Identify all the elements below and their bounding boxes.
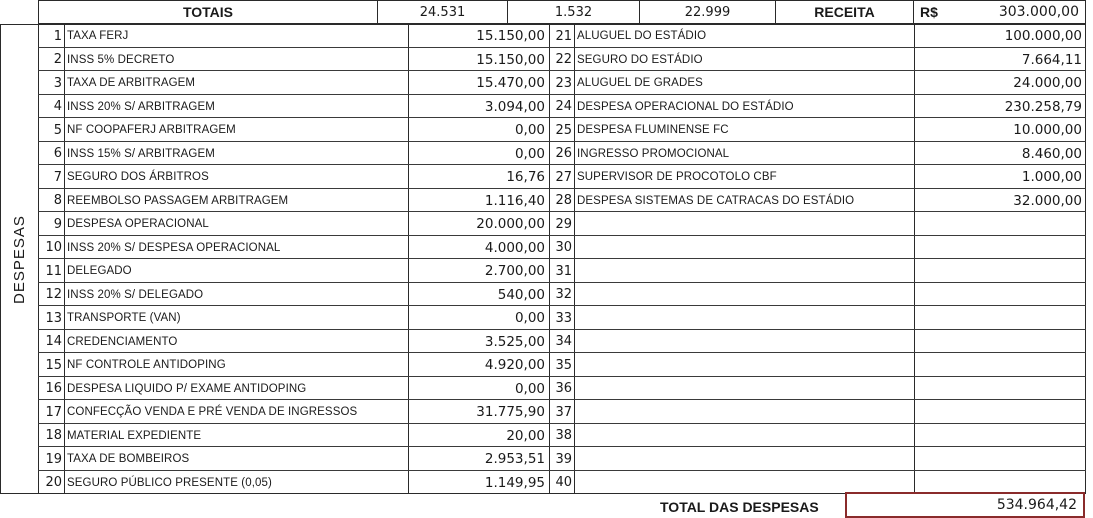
row-label — [574, 424, 914, 448]
currency-symbol: R$ — [920, 4, 938, 20]
row-number: 20 — [45, 475, 62, 490]
table-row — [38, 165, 549, 189]
row-amount: 230.258,79 — [1004, 98, 1082, 115]
table-row — [38, 259, 549, 283]
row-label: MATERIAL EXPEDIENTE — [67, 429, 202, 442]
row-number: 19 — [45, 451, 62, 467]
table-row — [549, 48, 1086, 72]
row-label: ALUGUEL DE GRADES — [577, 77, 703, 89]
row-label: SEGURO DO ESTÁDIO — [577, 53, 703, 66]
table-row — [549, 95, 1086, 119]
row-amount: 0,00 — [514, 122, 545, 138]
row-label: INSS 20% S/ ARBITRAGEM — [67, 100, 215, 113]
table-row — [38, 400, 549, 424]
row-label: INSS 20% S/ DESPESA OPERACIONAL — [67, 241, 281, 254]
row-label: CONFECÇÃO VENDA E PRÉ VENDA DE INGRESSOS — [67, 406, 358, 418]
row-label: DESPESA LIQUIDO P/ EXAME ANTIDOPING — [67, 382, 307, 395]
row-amount: 20,00 — [506, 427, 545, 444]
row-label — [574, 471, 914, 495]
row-label — [574, 353, 914, 377]
table-row — [549, 165, 1086, 189]
table-row — [549, 353, 1086, 377]
row-number: 15 — [45, 357, 62, 373]
row-amount: 4.920,00 — [484, 357, 545, 373]
row-label: DESPESA SISTEMAS DE CATRACAS DO ESTÁDIO — [577, 194, 855, 207]
row-label: INSS 5% DECRETO — [67, 53, 175, 66]
row-amount — [914, 212, 1086, 236]
row-amount: 3.525,00 — [484, 333, 545, 350]
total-label: TOTAL DAS DESPESAS — [660, 499, 819, 515]
row-number: 18 — [45, 428, 62, 443]
table-row — [38, 118, 549, 142]
table-row — [38, 189, 549, 213]
row-number: 37 — [555, 404, 572, 420]
row-number: 22 — [555, 52, 572, 67]
row-number: 4 — [53, 99, 62, 114]
table-row — [38, 95, 549, 119]
receita-value: 303.000,00 — [998, 4, 1079, 20]
totals-value-3: 22.999 — [640, 0, 776, 24]
row-amount: 4.000,00 — [484, 239, 545, 256]
table-row — [38, 142, 549, 166]
row-label: INSS 20% S/ DELEGADO — [67, 288, 204, 301]
table-row — [38, 212, 549, 236]
row-number: 7 — [53, 169, 62, 185]
table-row — [549, 377, 1086, 401]
table-row — [549, 447, 1086, 471]
table-row — [549, 212, 1086, 236]
totals-value-1: 24.531 — [378, 0, 508, 24]
row-label: TRANSPORTE (VAN) — [67, 312, 181, 324]
row-number: 25 — [555, 122, 572, 138]
row-number: 27 — [555, 169, 572, 185]
table-row — [549, 24, 1086, 48]
row-amount — [914, 259, 1086, 283]
row-label — [574, 400, 914, 424]
row-label — [574, 377, 914, 401]
table-row — [38, 353, 549, 377]
row-number: 34 — [555, 334, 572, 349]
row-amount: 8.460,00 — [1021, 145, 1082, 162]
row-number: 32 — [555, 287, 572, 302]
row-label: SEGURO PÚBLICO PRESENTE (0,05) — [67, 476, 272, 489]
row-label: INSS 15% S/ ARBITRAGEM — [67, 147, 215, 160]
row-amount: 0,00 — [514, 310, 545, 326]
table-row — [549, 400, 1086, 424]
row-amount — [914, 330, 1086, 354]
row-number: 29 — [555, 216, 572, 232]
table-row — [549, 71, 1086, 95]
row-amount — [914, 377, 1086, 401]
row-amount: 2.953,51 — [484, 451, 545, 467]
table-row — [38, 424, 549, 448]
totals-title-cell: TOTAIS — [38, 0, 378, 24]
row-amount: 540,00 — [497, 286, 545, 303]
row-amount — [914, 400, 1086, 424]
table-row — [549, 283, 1086, 307]
table-row — [38, 236, 549, 260]
row-number: 39 — [555, 451, 572, 467]
table-row — [549, 330, 1086, 354]
row-number: 3 — [53, 75, 62, 91]
row-label — [574, 306, 914, 330]
despesas-text: DESPESAS — [10, 214, 28, 304]
row-label: NF COOPAFERJ ARBITRAGEM — [67, 124, 236, 136]
row-amount: 24.000,00 — [1013, 75, 1082, 91]
total-value: 534.964,42 — [996, 497, 1077, 513]
despesas-side-label — [0, 24, 38, 494]
row-amount: 10.000,00 — [1013, 122, 1082, 138]
row-label: TAXA DE ARBITRAGEM — [67, 77, 196, 89]
row-label — [574, 447, 914, 471]
table-row — [38, 48, 549, 72]
row-amount — [914, 424, 1086, 448]
row-number: 17 — [45, 404, 62, 420]
row-amount: 32.000,00 — [1013, 192, 1082, 209]
row-label: INGRESSO PROMOCIONAL — [577, 147, 730, 160]
table-row — [38, 24, 549, 48]
row-label: DESPESA OPERACIONAL — [67, 218, 209, 230]
row-amount: 7.664,11 — [1021, 51, 1082, 68]
row-amount: 0,00 — [514, 145, 545, 162]
row-amount: 16,76 — [506, 169, 545, 185]
row-amount: 15.470,00 — [476, 75, 545, 91]
row-number: 35 — [555, 357, 572, 373]
row-amount — [914, 236, 1086, 260]
row-amount: 100.000,00 — [1004, 28, 1082, 44]
row-amount: 20.000,00 — [476, 216, 545, 232]
totals-value-2: 1.532 — [508, 0, 640, 24]
row-number: 5 — [53, 122, 62, 138]
table-row — [38, 71, 549, 95]
row-amount — [914, 306, 1086, 330]
row-amount — [914, 471, 1086, 495]
row-number: 30 — [555, 240, 572, 255]
row-number: 31 — [555, 263, 572, 279]
row-amount: 3.094,00 — [484, 98, 545, 115]
row-amount — [914, 283, 1086, 307]
row-label: SUPERVISOR DE PROCOTOLO CBF — [577, 171, 777, 183]
row-number: 12 — [45, 287, 62, 302]
row-label — [574, 236, 914, 260]
row-amount: 1.149,95 — [484, 474, 545, 491]
table-row — [549, 306, 1086, 330]
table-row — [38, 306, 549, 330]
row-number: 6 — [53, 146, 62, 161]
table-row — [549, 142, 1086, 166]
table-row — [549, 236, 1086, 260]
row-label: ALUGUEL DO ESTÁDIO — [577, 30, 707, 42]
table-row — [38, 377, 549, 401]
table-row — [549, 259, 1086, 283]
row-label — [574, 212, 914, 236]
table-row — [38, 471, 549, 495]
row-amount — [914, 353, 1086, 377]
table-row — [549, 471, 1086, 495]
row-number: 10 — [45, 240, 62, 255]
row-label — [574, 283, 914, 307]
row-label — [574, 259, 914, 283]
row-number: 11 — [45, 263, 62, 279]
row-number: 40 — [555, 475, 572, 490]
row-number: 9 — [53, 216, 62, 232]
row-label: REEMBOLSO PASSAGEM ARBITRAGEM — [67, 194, 289, 207]
row-amount: 0,00 — [514, 380, 545, 397]
table-row — [549, 424, 1086, 448]
row-label: DESPESA OPERACIONAL DO ESTÁDIO — [577, 100, 794, 113]
row-number: 2 — [53, 52, 62, 67]
row-label: DELEGADO — [67, 265, 132, 277]
row-label: DESPESA FLUMINENSE FC — [577, 124, 729, 136]
row-number: 14 — [45, 334, 62, 349]
row-label: CREDENCIAMENTO — [67, 335, 178, 348]
row-number: 21 — [555, 28, 572, 44]
table-row — [38, 283, 549, 307]
table-row — [38, 447, 549, 471]
row-amount: 1.000,00 — [1021, 169, 1082, 185]
row-label — [574, 330, 914, 354]
row-number: 13 — [45, 310, 62, 326]
row-number: 36 — [555, 381, 572, 396]
row-label: NF CONTROLE ANTIDOPING — [67, 359, 226, 371]
row-number: 16 — [45, 381, 62, 396]
row-number: 8 — [53, 193, 62, 208]
row-amount: 15.150,00 — [476, 51, 545, 68]
row-label: SEGURO DOS ÁRBITROS — [67, 171, 209, 183]
row-number: 38 — [555, 428, 572, 443]
row-number: 33 — [555, 310, 572, 326]
total-value-box — [845, 492, 1085, 518]
table-row — [549, 118, 1086, 142]
row-number: 1 — [53, 28, 62, 44]
row-label: TAXA FERJ — [67, 30, 129, 42]
row-number: 23 — [555, 75, 572, 91]
row-amount: 31.775,90 — [476, 404, 545, 420]
receita-label: RECEITA — [776, 0, 914, 24]
table-row — [38, 330, 549, 354]
row-label: TAXA DE BOMBEIROS — [67, 453, 190, 465]
row-amount — [914, 447, 1086, 471]
receita-value-cell — [914, 0, 1086, 24]
table-row — [549, 189, 1086, 213]
row-amount: 2.700,00 — [484, 263, 545, 279]
row-amount: 15.150,00 — [476, 28, 545, 44]
row-number: 24 — [555, 99, 572, 114]
row-number: 26 — [555, 146, 572, 161]
row-number: 28 — [555, 193, 572, 208]
row-amount: 1.116,40 — [484, 192, 545, 209]
